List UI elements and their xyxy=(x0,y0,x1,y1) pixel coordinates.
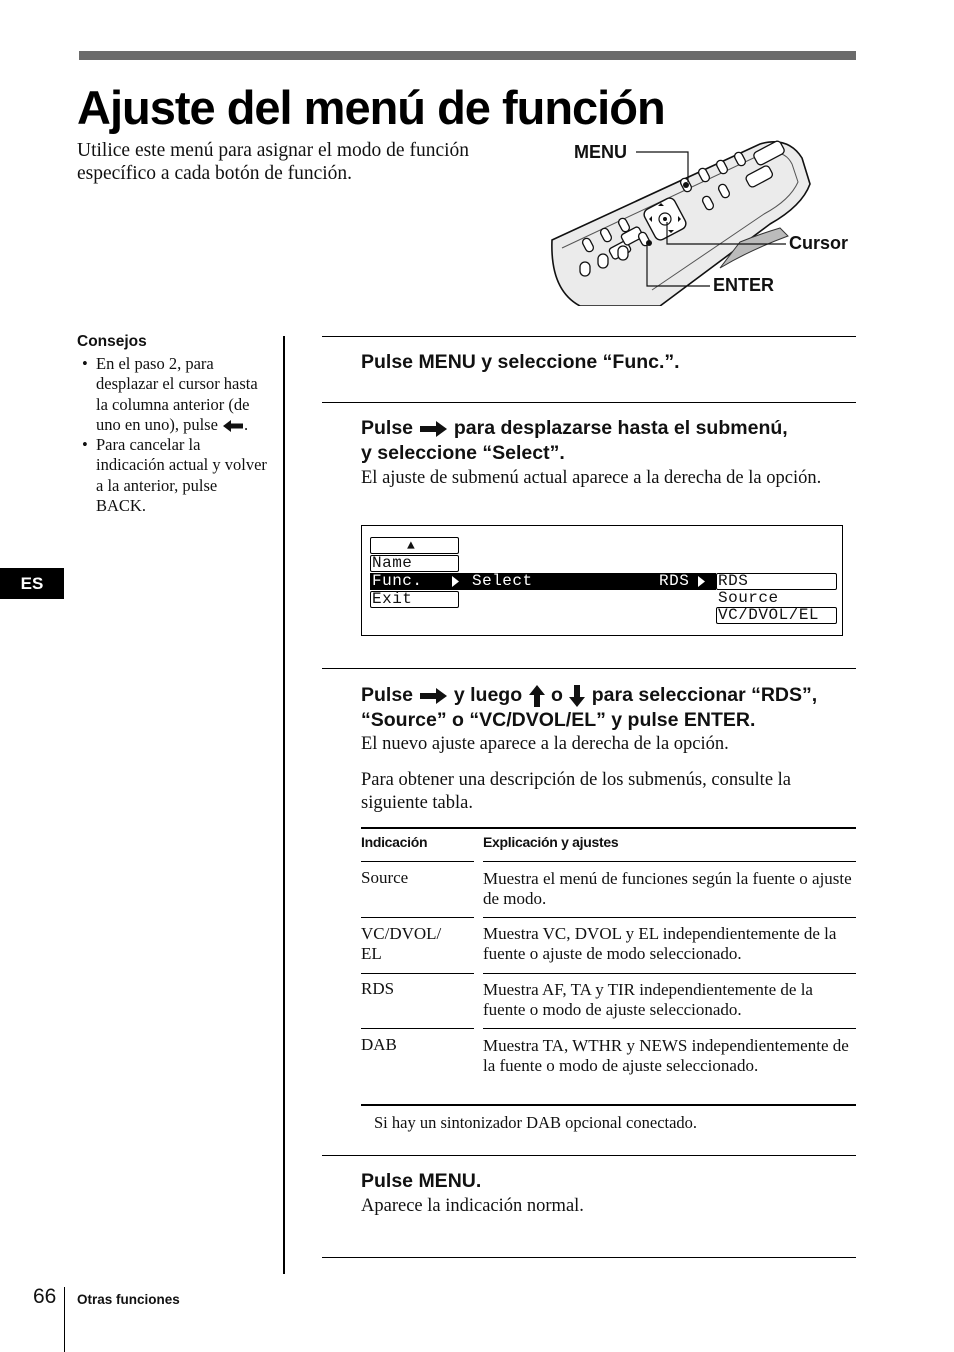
display-menu-item-selected: Func. xyxy=(372,572,423,590)
table-header: Explicación y ajustes xyxy=(483,834,619,850)
language-tab: ES xyxy=(0,568,64,599)
step-2-title: Pulse para desplazarse hasta el submenú, y seleccione “Select”. xyxy=(361,417,788,464)
column-divider xyxy=(283,336,285,1274)
step-4-title: Pulse MENU. xyxy=(361,1170,482,1192)
top-rule xyxy=(79,51,856,60)
intro-text: Utilice este menú para asignar el modo de función específico a cada botón de función. xyxy=(77,140,470,184)
step-2-body: El ajuste de submenú actual aparece a la derecha de la opción. xyxy=(361,468,822,488)
table-cell: Muestra VC, DVOL y EL independientemente de la fuente o ajuste de modo seleccionado. xyxy=(483,924,837,963)
step-3-title: Pulse y luego o para seleccionar “RDS”, “Source” o “VC/DVOL/EL” y pulse ENTER. xyxy=(361,684,818,731)
triangle-right-icon xyxy=(697,576,706,587)
arrow-down-icon xyxy=(568,684,586,708)
tip-item: • En el paso 2, para desplazar el cursor hasta la columna anterior (de uno en uno), pulse . xyxy=(77,354,267,435)
table-cell: VC/DVOL/ EL xyxy=(361,924,442,963)
display-submenu-selected: Select xyxy=(472,572,533,590)
menu-callout-label: MENU xyxy=(574,142,627,162)
arrow-right-icon xyxy=(418,420,448,438)
step-divider xyxy=(322,668,856,669)
up-arrow-icon: ▲ xyxy=(407,538,416,553)
step-divider xyxy=(322,336,856,337)
step-3-body: Para obtener una descripción de los submenús, consulte la siguiente tabla. xyxy=(361,770,792,813)
step-divider xyxy=(322,1257,856,1258)
triangle-right-icon xyxy=(451,576,460,587)
display-up-box xyxy=(370,537,459,554)
arrow-left-icon xyxy=(222,419,244,433)
display-option: Source xyxy=(718,589,779,607)
arrow-up-icon xyxy=(528,684,546,708)
step-3-body: El nuevo ajuste aparece a la derecha de la opción. xyxy=(361,734,729,754)
cursor-callout-label: Cursor xyxy=(789,233,849,253)
section-label: Otras funciones xyxy=(77,1292,180,1307)
table-cell: Source xyxy=(361,868,409,887)
step-4-body: Aparece la indicación normal. xyxy=(361,1196,584,1216)
tips-list xyxy=(77,354,267,516)
table-cell: Muestra TA, WTHR y NEWS independientemente de la fuente o modo de ajuste seleccionado. xyxy=(483,1036,849,1075)
table-footnote: Si hay un sintonizador DAB opcional conectado. xyxy=(374,1113,698,1132)
tips-heading: Consejos xyxy=(77,333,147,350)
display-current-setting: RDS xyxy=(659,572,690,590)
display-option: RDS xyxy=(718,572,749,590)
display-menu-item: Name xyxy=(372,554,413,572)
table-cell: Muestra el menú de funciones según la fuente o ajuste de modo. xyxy=(483,869,852,908)
page-number: 66 xyxy=(33,1285,57,1308)
arrow-right-icon xyxy=(418,687,448,705)
remote-control-illustration xyxy=(540,140,860,310)
tip-item: • Para cancelar la indicación actual y volver a la anterior, pulse BACK. xyxy=(77,435,267,516)
table-cell: DAB xyxy=(361,1035,397,1054)
display-illustration xyxy=(361,525,843,636)
table-header: Indicación xyxy=(361,834,428,850)
page-title: Ajuste del menú de función xyxy=(77,81,665,134)
step-divider xyxy=(322,1155,856,1156)
display-menu-item: Exit xyxy=(372,590,413,608)
table-cell: Muestra AF, TA y TIR independientemente de la fuente o modo de ajuste seleccionado. xyxy=(483,980,813,1019)
footer-rule xyxy=(64,1287,65,1352)
table-cell: RDS xyxy=(361,979,395,998)
enter-callout-label: ENTER xyxy=(713,275,775,295)
step-divider xyxy=(322,402,856,403)
display-option: VC/DVOL/EL xyxy=(718,606,820,624)
step-1-title: Pulse MENU y seleccione “Func.”. xyxy=(361,351,680,373)
